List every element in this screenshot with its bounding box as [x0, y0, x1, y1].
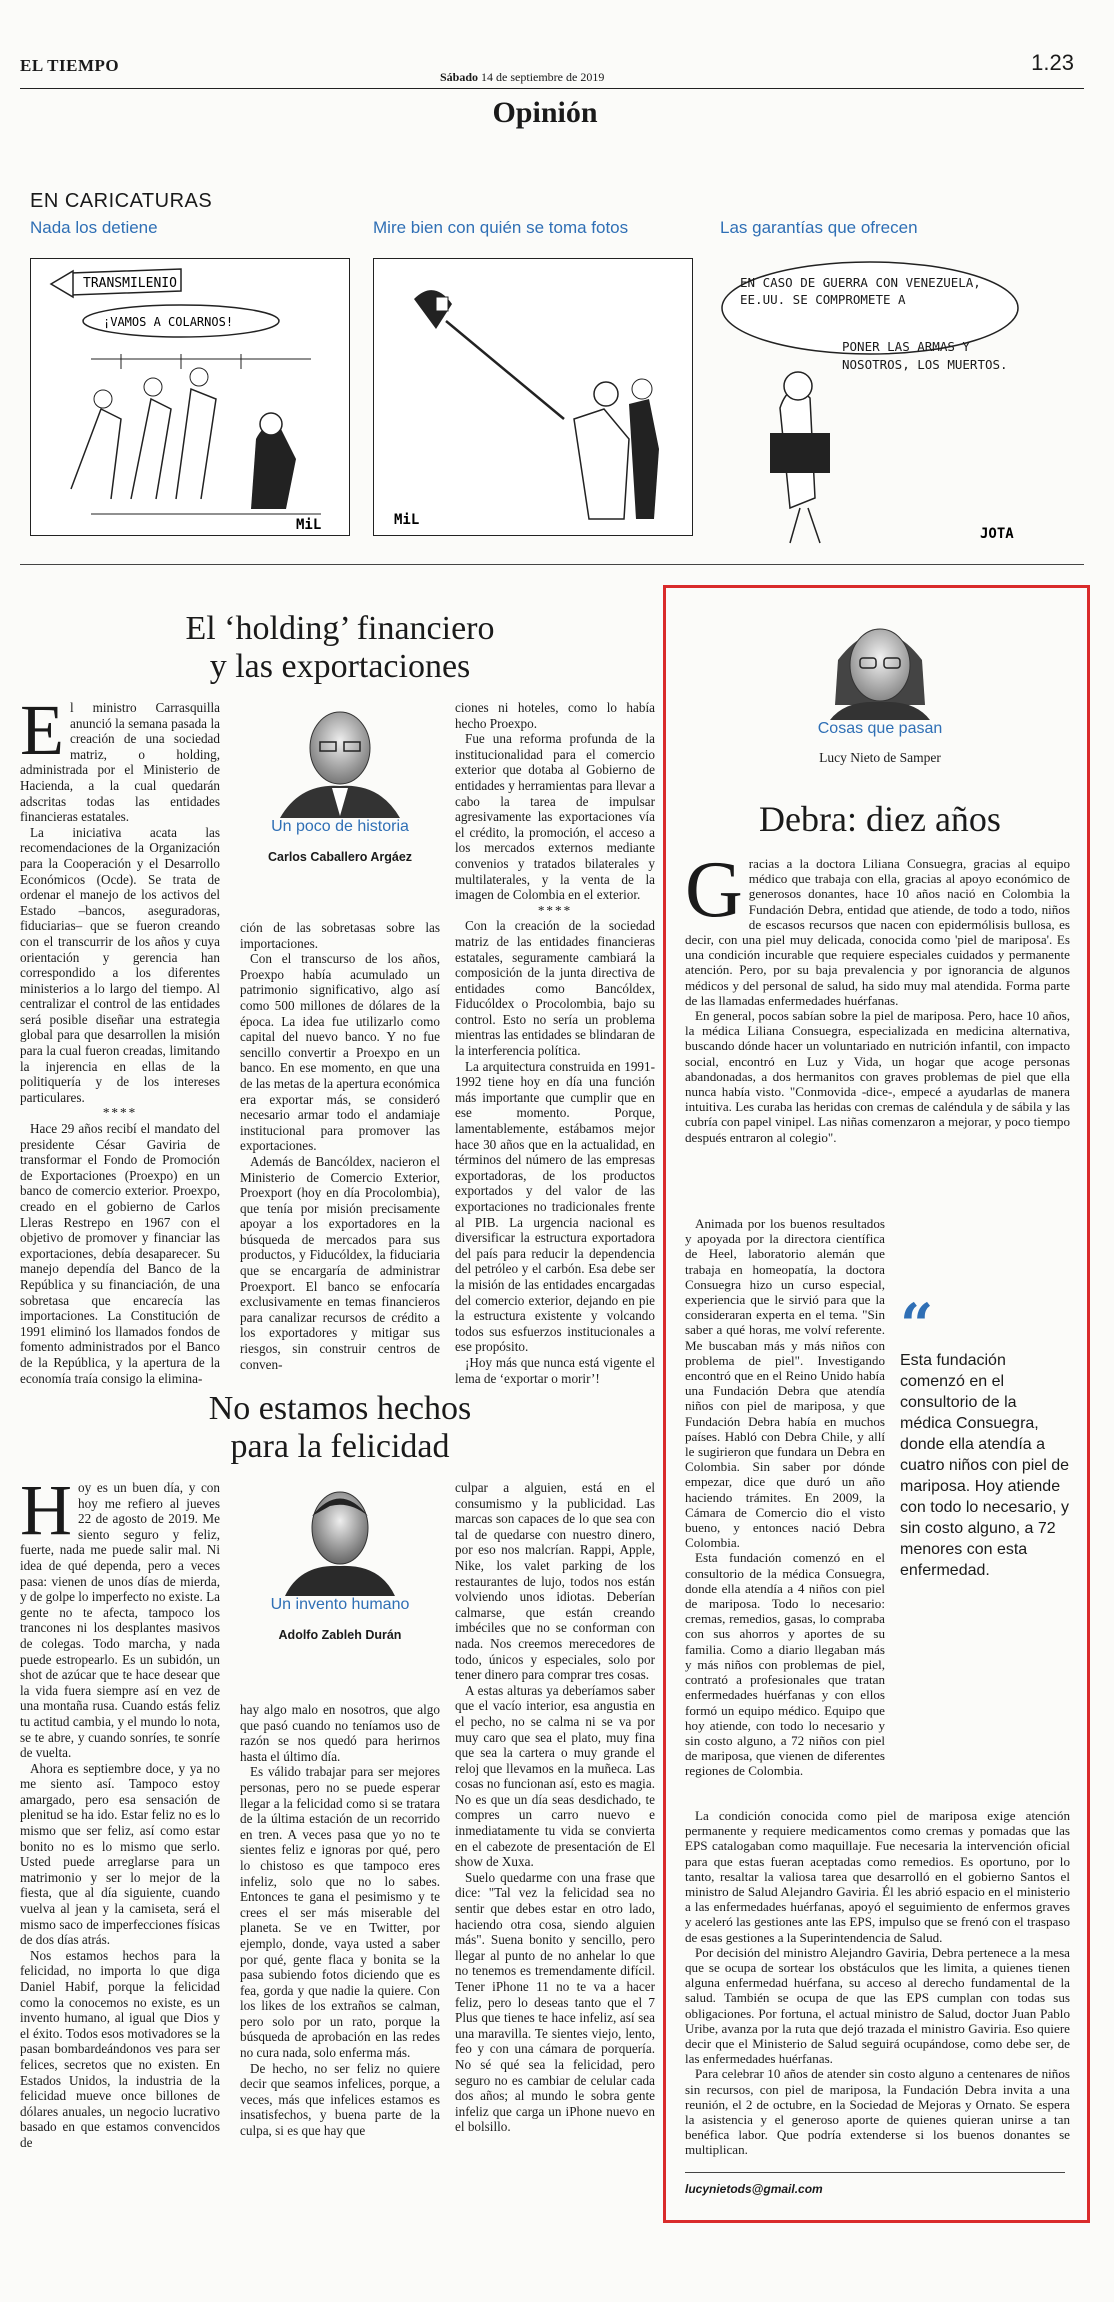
- article-3-headline: Debra: diez años: [759, 799, 1001, 839]
- article-1-paragraph: Con el transcurso de los años, Proexpo había acumulado un patrimonio significativo, algo así como 500 millones de dólares de la época. La idea fue utilizarlo como capital del nuevo banco. Y no fue sencillo convertir a Proexpo en un banco. En ese momento, en que una de las metas de la apertura económica era exportar más, se consideró necesario armar todo el andamiaje institucional para promover las exportaciones.: [240, 951, 440, 1154]
- article-2-author: Adolfo Zableh Durán: [278, 1628, 402, 1642]
- article-1-paragraph: Con la creación de la sociedad matriz de las entidades financieras estatales, seguramente cambiará la composición de la junta directiva de entidades como Bancóldex, Fiducóldex o Procolombia, bajo su control. Esto no sería un problema mientras las entidades se blindaran de la interferencia política.: [455, 918, 655, 1059]
- article-3-kicker: Cosas que pasan: [817, 720, 943, 737]
- article-3-end-rule: [685, 2172, 1065, 2173]
- article-2-paragraph: Es válido trabajar para ser mejores personas, pero no se puede esperar llegar a la felicidad como si se tratara de la última estación de un recorrido en tren. A veces pasa que yo no te sientes feliz e ignoras por qué, pero lo chistoso es que tampoco eres infeliz, solo que no lo sabes. Entonces te gana el pesimismo y te crees el ser más miserable del planeta. Se ve en Twitter, por ejemplo, donde, vaya usted a saber por qué, gente flaca y bonita se la pasa subiendo fotos diciendo que es fea, gorda y que nadie la quiere. Con los likes de los extraños se calman, pero solo por un rato, porque la búsqueda de aprobación en las redes no cura nada, solo enferma más.: [240, 1764, 440, 2061]
- article-1-column-3: [455, 700, 655, 1386]
- article-2-paragraph: De hecho, no ser feliz no quiere decir que seamos infelices, porque, a veces, más que infelices estamos es insatisfechos, y buena parte de la culpa, si es que hay que: [240, 2060, 440, 2139]
- article-1-headline-line-2: y las exportaciones: [209, 648, 471, 685]
- article-1-paragraph: Hace 29 años recibí el mandato del presidente César Gaviria de transformar el Fondo de Promoción de Exportaciones (Proexpo) en un banco de comercio exterior. Proexpo, creado en el gobierno de Carlos Lleras Restrepo en 1967 con el objetivo de promover y financiar las exportaciones, debía desaparecer. Su manejo dependía del Banco de la República y su financiación, de una sobretasa que encarecía las importaciones. La Constitución de 1991 eliminó los llamados fondos de fomento administrados por el Banco de la República, y la apertura de la economía traía consigo la elimina-: [20, 1121, 220, 1386]
- article-1-paragraph: ¡Hoy más que nunca está vigente el lema de ‘exportar o morir’!: [455, 1354, 655, 1386]
- article-3-paragraph: En general, pocos sabían sobre la piel de mariposa. Pero, hace 10 años, la médica Liliana Consuegra, especializada en medicina alternativa, buscando dónde hacer un voluntariado en nutrición infantil, con impacto social, encontró en Luz y Vida, un hogar que acoge personas abandonadas, a dos hermanitos con graves problemas de piel que ella nunca había visto. "Conmovida -dice-, empecé a ayudarlas de manera intuitiva. Les curaba las heridas con cremas de caléndula y de sábila y las cubría con papel vinipel. Las niñas comenzaron a mejorar, y poco tiempo después entraron al colegio".: [685, 1008, 1070, 1145]
- article-2-paragraph: Suelo quedarme con una frase que dice: "Tal vez la felicidad sea no sentir que debes estar en otro lado, haciendo otra cosa, siendo alguien más". Suena bonito y sencillo, pero llegar al punto de no anhelar lo que no tenemos es tremendamente difícil. Tener iPhone 11 no te va a hacer feliz, pero lo deseas tanto que el 7 Plus que tienes te hace infeliz, así sea una maravilla. Te sientes viejo, lento, feo y con una cámara de porquería. No sé qué sea la felicidad, pero seguro no es cambiar de celular cada dos años; al mundo le sobra gente infeliz que carga un iPhone nuevo en el bolsillo.: [455, 1869, 655, 2135]
- article-1-paragraph: Fue una reforma profunda de la institucionalidad para el comercio exterior que dotaba al Gobierno de entidades y herramientas para llevar a cabo la tarea de impulsar agresivamente las exportaciones vía el crédito, la promoción, el acceso a los mercados externos mediante convenios y tratados bilaterales y multilaterales, y la venta de la imagen de Colombia en el exterior.: [455, 731, 655, 903]
- article-2-byline: [240, 1476, 440, 1642]
- article-1-byline: [240, 698, 440, 864]
- author-photo-1: [240, 698, 440, 818]
- article-1-paragraph: La arquitectura construida en 1991-1992 tiene hoy en día una función más importante que cumplir que en ese momento. Porque, lamentablemente, estábamos mejor hace 30 años que en la actualidad, en términos del número de las empresas exportadoras, de los productos exportados y del valor de las exportaciones no tradicionales frente al PIB. La urgencia nacional es diversificar la estructura exportadora del país para reducir la dependencia del petróleo y el carbón. Esa debe ser la misión de las entidades encargadas del comercio exterior, dejando en pie la estructura existente y volcando todos sus esfuerzos institucionales a ese propósito.: [455, 1058, 655, 1355]
- article-3-dropcap: G: [685, 846, 743, 934]
- cartoon-1-title: Nada los detiene: [30, 218, 158, 237]
- cartoon-3-bubble-1: EN CASO DE GUERRA CON VENEZUELA, EE.UU. SE COMPROMETE A: [740, 275, 981, 307]
- article-1-paragraph: ciones ni hoteles, como lo había hecho Proexpo.: [455, 700, 655, 731]
- article-2-paragraph: oy es un buen día, y con hoy me refiero al jueves 22 de agosto de 2019. Me siento seguro y feliz, fuerte, nada me puede salir mal. Ni idea de qué dependa, pero a veces pasa: vienen de unos días de mierda, y de golpe lo imperfecto no existe. La gente no te afecta, tampoco los trancones ni los desplantes masivos de colegas. Todo marcha, y nada puede estropearlo. Es un subidón, un shot de azúcar que te hace desear que la vida fuera siempre así en vez de una montaña rusa. Cuando estás feliz tu actitud cambia, y el mundo lo nota, se te abre, y cuando sonríes, te sonríe de vuelta.: [20, 1480, 220, 1761]
- cartoon-3-signature: JOTA: [980, 526, 1014, 542]
- article-1-paragraph: Además de Bancóldex, nacieron el Ministerio de Comercio Exterior, Proexport (hoy en día Procolombia), que tenía por misión precisamente apoyar a los exportadores en la búsqueda de mercados para sus productos, y Fiducóldex, la fiduciaria que se encargaría de administrar Proexport. El banco se enfocaría exclusivamente en temas financieros para canalizar recursos de crédito a los exportadores y mitigar sus riesgos, sin construir centros de conven-: [240, 1153, 440, 1372]
- article-3-body-narrow: [685, 1216, 885, 1779]
- article-3-paragraph: Para celebrar 10 años de atender sin costo alguno a centenares de niños sin recursos, con piel de mariposa, la Fundación Debra invita a una reunión, el 2 de octubre, en la Sociedad de Mejoras y Ornato. Se espera la asistencia y el generoso aporte de quienes quieran unirse a tan benéfica labor. Que podría extenderse si los buenos donantes se multiplican.: [685, 2066, 1070, 2158]
- pull-quote-text: Esta fundación comenzó en el consultorio de la médica Consuegra, donde ella atendía a cuatro niños con piel de mariposa. Hoy atiende con todo lo necesario, y sin costo alguno, a 72 menores con esta enfermedad.: [900, 1352, 1069, 1579]
- cartoon-1-drawing: [31, 259, 351, 537]
- article-3-paragraph: Esta fundación comenzó en el consultorio de la médica Consuegra, donde ella atendía a 4 niños con piel de mariposa. Todo lo necesario: cremas, remedios, gasas, lo compraba con sus ahorros y aportes de su familia. Como a diario llegaban más y más niños con problemas de piel, contrató a profesionales que tratan enfermedades huérfanas y con ellos formó un equipo médico. Equipo que hoy atiende, con todo lo necesario y sin costo alguno, a 72 niños con piel de mariposa, que vienen de diferentes regiones de Colombia.: [685, 1550, 885, 1779]
- article-3-body-top: [685, 846, 1070, 1145]
- article-1-author: Carlos Caballero Argáez: [267, 850, 413, 864]
- header-rule: [20, 88, 1084, 89]
- cartoon-1-bubble: ¡VAMOS A COLARNOS!: [103, 315, 234, 329]
- article-2-headline-line-2: para la felicidad: [230, 1428, 450, 1465]
- article-1-separator: ****: [537, 902, 573, 918]
- article-3-paragraph: Animada por los buenos resultados y apoyada por la directora científica de Heel, laboratorio alemán que trabaja en homeopatía, la doctora Consuegra hizo un curso especial, experiencia que le sirvió para que la consideraran experta en el tema. "Sin saber a qué horas, me volví referente. Me buscaban más y más niños con problema de piel". Investigando encontró que en el Reino Unido había una Fundación Debra que atendía niños con piel de mariposa, y que Fundación Debra había en muchos países. Habló con Debra Chile, y allí le sugirieron que fundara un Debra en Colombia. Sin saber por dónde empezar, dice que duró un año haciendo trámites. En 2009, la Cámara de Comercio dio el visto bueno, y entonces nació Debra Colombia.: [685, 1216, 885, 1551]
- pull-quote: [900, 1291, 1070, 1581]
- cartoon-1-signature: MiL: [296, 517, 322, 533]
- article-2-paragraph: Ahora es septiembre doce, y ya no me siento así. Tampoco estoy amargado, pero esa sensación de plenitud se ha ido. Estar feliz no es lo mismo que ser feliz, así como estar bonito no es lo mismo que serlo. Usted puede arreglarse para un matrimonio y ser lo mejor de la fiesta, que al día siguiente, cuando vuelva al jean y la camiseta, será el mismo saco de imperfecciones físicas de dos días atrás.: [20, 1760, 220, 1948]
- cartoon-1: [30, 258, 350, 536]
- cartoon-3-bubble-2: PONER LAS ARMAS Y NOSOTROS, LOS MUERTOS.: [842, 339, 1008, 372]
- cartoon-2: [373, 258, 693, 536]
- article-1-kicker: Un poco de historia: [271, 818, 409, 835]
- article-2-paragraph: culpar a alguien, está en el consumismo y la publicidad. Las marcas son capaces de lo que sea con tal de quedarse con nuestro dinero, por eso nos malcrían. Rappi, Apple, Nike, los valet parking de los restaurantes de lujo, todos nos están volviendo unos idiotas. Deberían calmarse, que están creando imbéciles que no se conforman con nada. Nos creemos merecedores de todo, únicos y especiales, solo por tener dinero para comprar tres cosas.: [455, 1480, 655, 1683]
- dateline-date: 14 de septiembre de 2019: [481, 70, 605, 84]
- article-2-paragraph: hay algo malo en nosotros, que algo que pasó cuando no teníamos uso de razón se nos quedó para herirnos hasta el último día.: [240, 1702, 440, 1764]
- article-2-column-1: [20, 1470, 220, 2151]
- author-email: lucynietods@gmail.com: [685, 2182, 823, 2196]
- page-number: 1.23: [1031, 50, 1074, 75]
- article-1-paragraph: La iniciativa acata las recomendaciones de la Organización para la Cooperación y el Desarrollo Económicos (Ocde). Se trata de ordenar el manejo de los activos del Estado –bancos, aseguradoras, fiduciarias– que se fueron creando con el transcurrir de los años y cuya orientación y gerencia han correspondido a los diferentes ministerios a lo largo del tiempo. Al centralizar el control de las entidades será posible diseñar una estrategia global para que desarrollen la misión para la cual fueron creadas, limitando la injerencia en ellas de la politiquería y de los intereses particulares.: [20, 824, 220, 1105]
- article-3-paragraph: racias a la doctora Liliana Consuegra, gracias al equipo médico que trabaja con ella, gracias al apoyo económico de generosos donantes, hace 10 años nació en Colombia la Fundación Debra, entidad que atiende, de todo a todo, niños de escasos recursos que nacen con epidermólisis bullosa, es decir, con una piel muy delicada, conocida como 'piel de mariposa'. Es una condición incurable que requiere especiales cuidados y permanente atención. Pero, por su baja prevalencia y por ignorancia de algunos médicos y del personal de salud, ha sido muy mal atendida. Forma parte de las llamadas enfermedades huérfanas.: [685, 856, 1070, 1008]
- cartoon-3: [720, 258, 1050, 548]
- cartoons-heading: EN CARICATURAS: [30, 190, 213, 212]
- article-1-column-1: [20, 690, 220, 1386]
- cartoon-1-sign: TRANSMILENIO: [83, 276, 177, 291]
- article-1-paragraph: l ministro Carrasquilla anunció la semana pasada la creación de una sociedad matriz, o holding, administrada por el Ministerio de Hacienda, a la cual quedarán adscritas todas las entidades financieras estatales.: [20, 700, 220, 825]
- cartoons-rule: [20, 564, 1084, 565]
- author-photo-3: [720, 610, 1040, 720]
- quote-icon: “: [900, 1291, 934, 1359]
- cartoon-2-drawing: [374, 259, 694, 537]
- article-1-dropcap: E: [20, 690, 64, 770]
- article-3-body-bottom: [685, 1808, 1070, 2158]
- dateline: [440, 70, 604, 85]
- cartoon-3-title: Las garantías que ofrecen: [720, 218, 918, 237]
- article-2-paragraph: A estas alturas ya deberíamos saber que el vacío interior, esa angustia en el pecho, no se calma ni se va por muy caro que sea el plato, muy fina que sea la cartera o muy grande el reloj que llevamos en la muñeca. Las cosas no funcionan así, esto es magia. No es que un día seas desdichado, te compres un carro nuevo e inmediatamente tu vida se convierta en el cabezote de presentación de El show de Xuxa.: [455, 1682, 655, 1870]
- article-1-paragraph: ción de las sobretasas sobre las importaciones.: [240, 920, 440, 951]
- article-1-headline: [40, 610, 640, 686]
- dateline-day: Sábado: [440, 70, 479, 84]
- article-3-byline: [720, 610, 1040, 766]
- author-photo-2: [240, 1476, 440, 1596]
- article-1-separator: ****: [102, 1105, 138, 1121]
- article-2-headline: [40, 1390, 640, 1466]
- cartoon-2-signature: MiL: [394, 512, 420, 528]
- article-2-column-3: [455, 1480, 655, 2135]
- article-1-column-2: [240, 920, 440, 1372]
- article-3-paragraph: La condición conocida como piel de mariposa exige atención permanente y requiere medicamentos como cremas y pomadas que las EPS catalogaban como maquillaje. Fue necesaria la intervención oficial para que estas fueran aceptadas como remedios. Es oportuno, por lo tanto, resaltar la valiosa tarea que desarrolló en el gobierno Santos el ministro de Salud Alejandro Gaviria. Él les abrió espacio en el ministerio a las enfermedades huérfanas, apoyó el seguimiento de enfermos graves y aceleró las gestiones ante las EPS, impulso que se frenó con el traspaso de esas gestiones a la Superintendencia de Salud.: [685, 1808, 1070, 1945]
- article-2-headline-line-1: No estamos hechos: [208, 1390, 472, 1427]
- article-2-paragraph: Nos estamos hechos para la felicidad, no importa lo que diga Daniel Habif, porque la felicidad como la conocemos no existe, es un invento humano, al igual que Dios y el éxito. Todos esos motivadores se la pasan bombardeándonos ves para ser felices, secretos que no existen. En Estados Unidos, la industria de la felicidad mueve once billones de dólares anuales, un negocio lucrativo basado en que estamos convencidos de: [20, 1947, 220, 2150]
- article-2-dropcap: H: [20, 1470, 72, 1550]
- article-3-paragraph: Por decisión del ministro Alejandro Gaviria, Debra pertenece a la mesa que se ocupa de sortear los obstáculos que les limita, a quienes tienen alguna enfermedad huérfana, su acceso al derecho fundamental de la salud. También se ocupa de que las EPS cumplan con todas sus obligaciones. Por fortuna, el actual ministro de Salud, doctor Juan Pablo Uribe, avanza por la ruta que dejó trazada el ministro Gaviria. Eso quiere decir que el Ministerio de Salud seguirá ocupándose, como debe ser, de las enfermedades huérfanas.: [685, 1944, 1070, 2067]
- cartoon-2-title: Mire bien con quién se toma fotos: [373, 218, 629, 237]
- masthead: EL TIEMPO: [20, 56, 120, 75]
- article-2-column-2: [240, 1702, 440, 2139]
- section-title: Opinión: [492, 96, 598, 129]
- article-1-headline-line-1: El ‘holding’ financiero: [185, 610, 495, 647]
- article-2-kicker: Un invento humano: [270, 1596, 410, 1613]
- article-3-author: Lucy Nieto de Samper: [819, 750, 941, 765]
- cartoon-3-drawing: [720, 258, 1050, 548]
